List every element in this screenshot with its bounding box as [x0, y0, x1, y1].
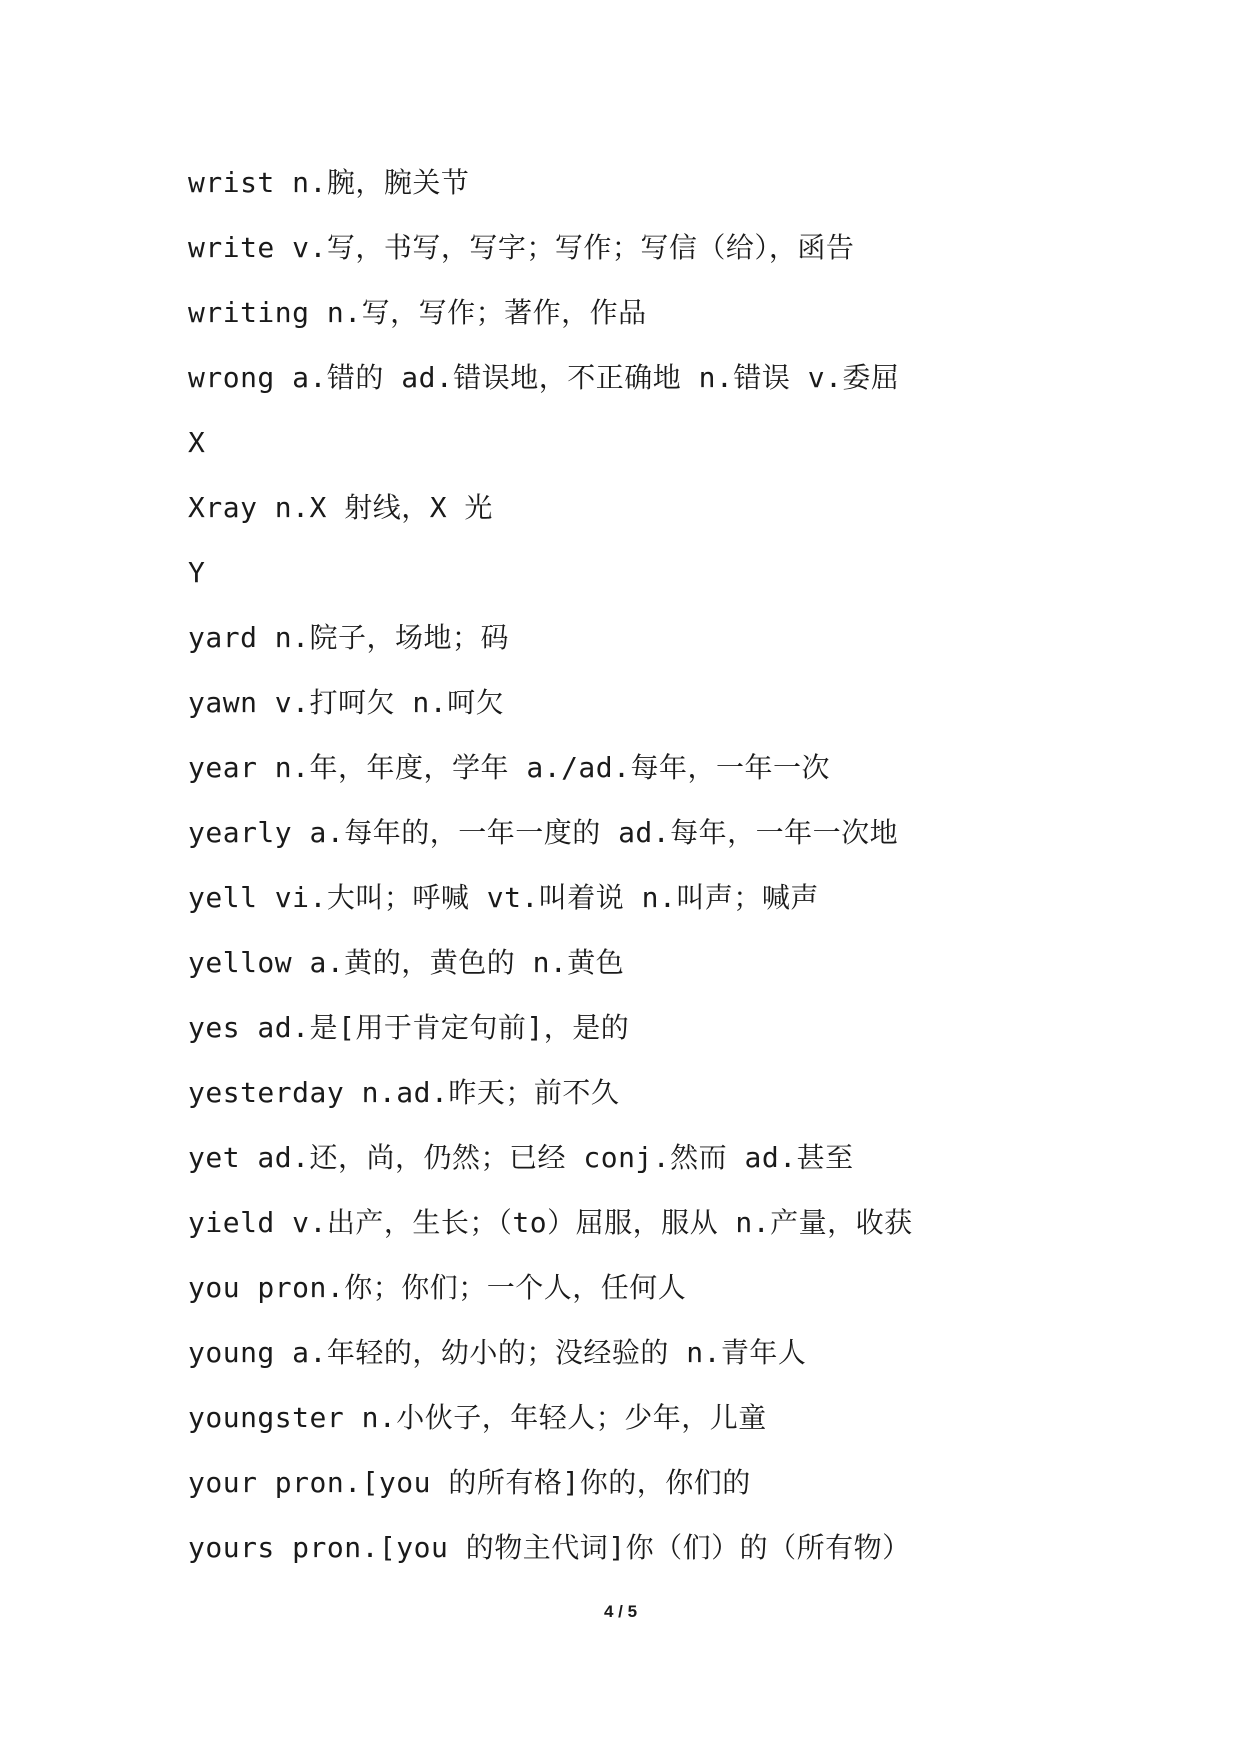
vocab-entry-yours: yours pron.[you 的物主代词]你（们）的（所有物） [188, 1531, 911, 1564]
page-number: 4 / 5 [603, 1602, 638, 1621]
section-heading-y: Y [188, 556, 206, 589]
vocab-entry-youngster: youngster n.小伙子，年轻人；少年，儿童 [188, 1401, 767, 1434]
vocab-entry-wrong: wrong a.错的 ad.错误地，不正确地 n.错误 v.委屈 [188, 361, 900, 394]
vocab-entry-yield: yield v.出产，生长；（to）屈服，服从 n.产量，收获 [188, 1206, 913, 1239]
vocab-entry-writing: writing n.写，写作；著作，作品 [188, 296, 647, 329]
vocab-entry-yes: yes ad.是[用于肯定句前]，是的 [188, 1011, 630, 1044]
section-heading-x: X [188, 426, 206, 459]
vocab-entry-yearly: yearly a.每年的，一年一度的 ad.每年，一年一次地 [188, 816, 899, 849]
vocab-entry-yawn: yawn v.打呵欠 n.呵欠 [188, 686, 505, 719]
vocab-entry-yesterday: yesterday n.ad.昨天；前不久 [188, 1076, 620, 1109]
vocab-entry-yard: yard n.院子，场地；码 [188, 621, 510, 654]
vocab-entry-xray: Xray n.X 射线，X 光 [188, 491, 493, 524]
vocab-entry-yet: yet ad.还，尚，仍然；已经 conj.然而 ad.甚至 [188, 1141, 854, 1174]
vocab-entry-yellow: yellow a.黄的，黄色的 n.黄色 [188, 946, 625, 979]
vocab-entry-write: write v.写，书写，写字；写作；写信（给），函告 [188, 231, 855, 264]
vocab-entry-young: young a.年轻的，幼小的；没经验的 n.青年人 [188, 1336, 807, 1369]
vocab-entry-yell: yell vi.大叫；呼喊 vt.叫着说 n.叫声；喊声 [188, 881, 819, 914]
vocab-entry-your: your pron.[you 的所有格]你的，你们的 [188, 1466, 751, 1499]
vocab-entry-year: year n.年，年度，学年 a./ad.每年，一年一次 [188, 751, 831, 784]
vocab-entry-you: you pron.你；你们；一个人，任何人 [188, 1271, 687, 1304]
vocabulary-list [188, 150, 1188, 1580]
vocab-entry-wrist: wrist n.腕，腕关节 [188, 166, 470, 199]
